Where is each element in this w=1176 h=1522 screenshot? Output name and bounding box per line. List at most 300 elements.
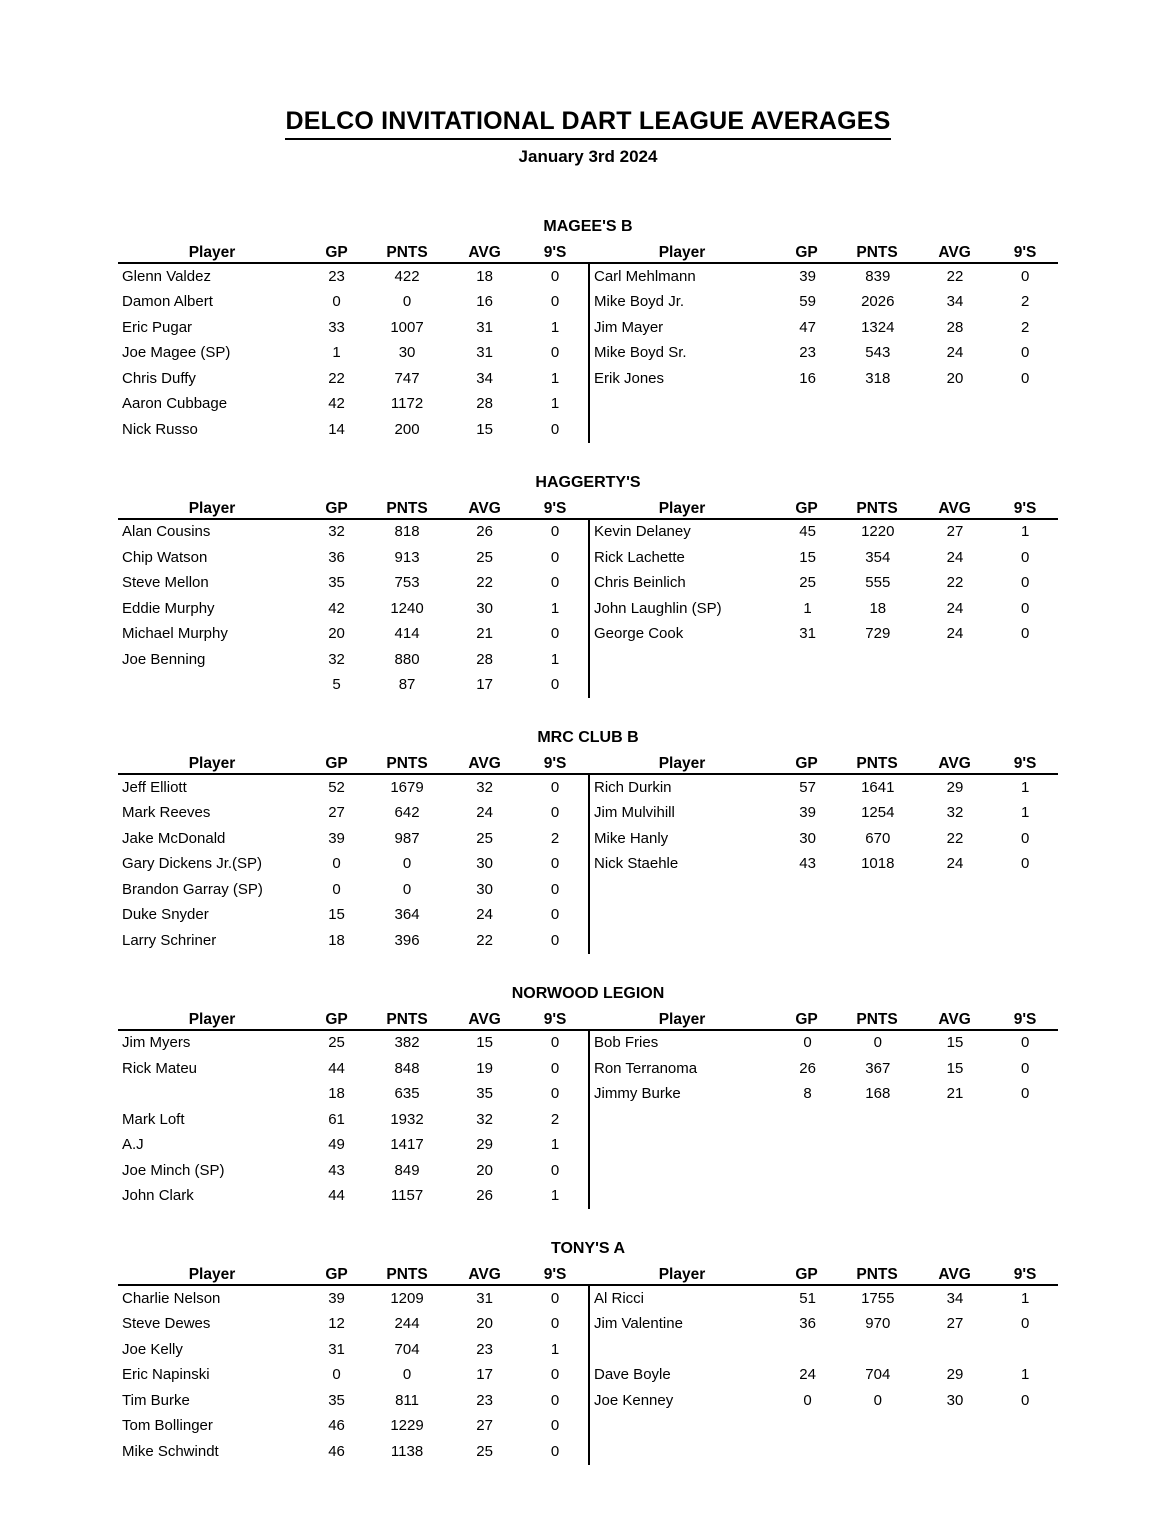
pnts-cell: 1007 [390, 318, 424, 336]
pnts-cell: 635 [394, 1085, 420, 1103]
column-header-nines: 9'S [543, 499, 567, 517]
table-header-half [588, 754, 1058, 773]
column-header-avg: AVG [938, 755, 971, 772]
page-title-text: DELCO INVITATIONAL DART LEAGUE AVERAGES [285, 106, 890, 140]
player-row [118, 647, 588, 673]
nines-cell: 2 [550, 829, 560, 847]
player-row [590, 1337, 1058, 1363]
column-header-avg: AVG [468, 244, 501, 261]
player-row [118, 1337, 588, 1363]
pnts-cell: 1220 [861, 523, 895, 541]
player-row [118, 264, 588, 290]
avg-cell: 24 [946, 548, 964, 566]
pnts-cell: 318 [865, 369, 891, 387]
gp-cell: 15 [328, 906, 345, 924]
avg-cell: 16 [476, 293, 493, 311]
player-name-cell: Jimmy Burke [594, 1085, 681, 1103]
player-row [118, 341, 588, 367]
player-name-cell: Rich Durkin [594, 778, 672, 796]
avg-cell: 24 [476, 906, 493, 924]
avg-cell: 34 [476, 369, 493, 387]
column-header-pnts: PNTS [856, 755, 898, 772]
player-name-cell: Joe Benning [122, 650, 206, 668]
pnts-cell: 1324 [861, 318, 895, 336]
player-name-cell: Steve Dewes [122, 1315, 211, 1333]
section-norwood-legion [118, 984, 1058, 1210]
pnts-cell: 839 [865, 267, 891, 285]
gp-cell: 31 [799, 625, 816, 643]
nines-cell: 1 [550, 1340, 560, 1358]
column-header-player: Player [658, 1010, 706, 1028]
column-header-player: Player [658, 499, 706, 517]
player-row [590, 801, 1058, 827]
nines-cell: 0 [550, 676, 560, 694]
gp-cell: 42 [328, 599, 345, 617]
section-title: TONY'S A [550, 1240, 626, 1257]
nines-cell: 0 [550, 625, 560, 643]
player-name-cell: Gary Dickens Jr.(SP) [122, 855, 263, 873]
player-name-cell: Joe Minch (SP) [122, 1161, 225, 1179]
column-header-gp: GP [795, 244, 818, 261]
pnts-cell: 1209 [390, 1289, 424, 1307]
table-header-row [118, 754, 1058, 775]
avg-cell: 28 [946, 318, 964, 336]
nines-cell: 0 [1021, 1085, 1030, 1103]
nines-cell: 1 [1021, 1289, 1030, 1307]
avg-cell: 22 [476, 574, 493, 592]
nines-cell: 0 [550, 1391, 560, 1409]
sections-container [118, 217, 1058, 1465]
gp-cell: 20 [328, 625, 345, 643]
player-row [118, 1439, 588, 1465]
gp-cell: 39 [328, 829, 345, 847]
player-row [590, 341, 1058, 367]
player-row [590, 622, 1058, 648]
player-name-cell: Aaron Cubbage [122, 395, 228, 413]
player-row [118, 928, 588, 954]
player-row [118, 520, 588, 546]
gp-cell: 52 [328, 778, 345, 796]
player-name-cell: Jim Mayer [594, 318, 664, 336]
avg-cell: 22 [476, 931, 493, 949]
player-name-cell: Jim Valentine [594, 1315, 683, 1333]
avg-cell: 34 [946, 1289, 964, 1307]
gp-cell: 39 [799, 804, 816, 822]
pnts-cell: 0 [873, 1034, 882, 1052]
nines-cell: 2 [550, 1110, 560, 1128]
avg-cell: 31 [476, 318, 493, 336]
player-row [590, 1082, 1058, 1108]
column-header-gp: GP [795, 755, 818, 772]
player-row [590, 1031, 1058, 1057]
pnts-cell: 1172 [390, 395, 424, 413]
table-body [118, 1286, 1058, 1465]
right-table-half [588, 1031, 1058, 1210]
player-name-cell: Mike Schwindt [122, 1442, 219, 1460]
pnts-cell: 0 [402, 880, 412, 898]
nines-cell: 0 [550, 548, 560, 566]
nines-cell: 0 [550, 931, 560, 949]
nines-cell: 2 [1021, 293, 1030, 311]
column-header-gp: GP [325, 499, 348, 517]
pnts-cell: 747 [394, 369, 420, 387]
column-header-avg: AVG [938, 244, 971, 261]
right-table-half [588, 775, 1058, 954]
gp-cell: 39 [328, 1289, 345, 1307]
nines-cell: 0 [1021, 599, 1030, 617]
column-header-pnts: PNTS [386, 1010, 428, 1028]
gp-cell: 59 [799, 293, 816, 311]
column-header-avg: AVG [938, 1266, 971, 1283]
gp-cell: 5 [332, 676, 341, 694]
player-row [118, 1414, 588, 1440]
column-header-pnts: PNTS [856, 499, 898, 517]
table-header-row [118, 1265, 1058, 1286]
section-title: NORWOOD LEGION [511, 984, 665, 1002]
section-magee-s-b [118, 217, 1058, 443]
pnts-cell: 0 [402, 855, 412, 873]
section-tony-s-a [118, 1239, 1058, 1465]
left-table-half [118, 264, 588, 443]
avg-cell: 27 [476, 1417, 493, 1435]
avg-cell: 29 [946, 778, 964, 796]
table-body [118, 1031, 1058, 1210]
section-mrc-club-b [118, 728, 1058, 954]
pnts-cell: 1755 [861, 1289, 895, 1307]
column-header-player: Player [658, 244, 706, 261]
player-name-cell: George Cook [594, 625, 684, 643]
pnts-cell: 1679 [390, 778, 424, 796]
player-row [590, 1388, 1058, 1414]
column-header-player: Player [658, 755, 706, 772]
avg-cell: 30 [476, 599, 493, 617]
nines-cell: 0 [550, 1442, 560, 1460]
avg-cell: 30 [476, 880, 493, 898]
column-header-nines: 9'S [543, 755, 567, 772]
avg-cell: 26 [476, 1187, 493, 1205]
table-header-row [118, 1010, 1058, 1031]
pnts-cell: 913 [394, 548, 420, 566]
gp-cell: 16 [799, 369, 816, 387]
avg-cell: 22 [946, 267, 964, 285]
column-header-player: Player [188, 755, 236, 772]
column-header-avg: AVG [468, 499, 501, 517]
player-row [118, 622, 588, 648]
gp-cell: 47 [799, 318, 816, 336]
gp-cell: 42 [328, 395, 345, 413]
pnts-cell: 1417 [390, 1136, 424, 1154]
left-table-half [118, 520, 588, 699]
column-header-pnts: PNTS [856, 1266, 898, 1283]
player-row [118, 852, 588, 878]
avg-cell: 32 [476, 778, 493, 796]
pnts-cell: 87 [398, 676, 416, 694]
gp-cell: 36 [328, 548, 345, 566]
player-name-cell: Al Ricci [594, 1289, 645, 1307]
avg-cell: 27 [946, 523, 964, 541]
table-header-half [588, 1010, 1058, 1029]
player-name-cell: Michael Murphy [122, 625, 228, 643]
pnts-cell: 811 [395, 1391, 419, 1409]
pnts-cell: 244 [394, 1315, 420, 1333]
player-row [118, 1082, 588, 1108]
nines-cell: 0 [550, 1366, 560, 1384]
player-name-cell: Mike Boyd Jr. [594, 293, 685, 311]
column-header-gp: GP [325, 244, 348, 261]
column-header-pnts: PNTS [856, 244, 898, 261]
pnts-cell: 1138 [390, 1442, 424, 1460]
page-title [118, 106, 1058, 140]
nines-cell: 0 [1021, 1315, 1030, 1333]
gp-cell: 0 [803, 1391, 812, 1409]
gp-cell: 23 [799, 344, 816, 362]
player-row [118, 545, 588, 571]
nines-cell: 2 [1021, 318, 1030, 336]
nines-cell: 1 [550, 318, 560, 336]
avg-cell: 15 [946, 1034, 964, 1052]
player-row [590, 520, 1058, 546]
avg-cell: 29 [946, 1366, 964, 1384]
column-header-nines: 9'S [543, 1266, 567, 1283]
pnts-cell: 818 [394, 523, 420, 541]
gp-cell: 0 [332, 855, 341, 873]
gp-cell: 18 [328, 1085, 345, 1103]
pnts-cell: 2026 [861, 293, 895, 311]
table-header-row [118, 243, 1058, 264]
player-row [118, 1363, 588, 1389]
avg-cell: 34 [946, 293, 964, 311]
gp-cell: 35 [328, 1391, 345, 1409]
player-row [590, 775, 1058, 801]
nines-cell: 1 [550, 1136, 560, 1154]
player-row [590, 1312, 1058, 1338]
pnts-cell: 555 [865, 574, 891, 592]
player-row [590, 366, 1058, 392]
avg-cell: 21 [946, 1085, 964, 1103]
column-header-nines: 9'S [1013, 755, 1037, 772]
column-header-avg: AVG [938, 1010, 971, 1028]
player-name-cell: Alan Cousins [122, 523, 211, 541]
avg-cell: 17 [476, 1366, 493, 1384]
nines-cell: 0 [550, 1315, 560, 1333]
avg-cell: 20 [946, 369, 964, 387]
column-header-nines: 9'S [543, 1010, 567, 1028]
player-name-cell: Mark Reeves [122, 804, 211, 822]
player-name-cell: Chip Watson [122, 548, 208, 566]
column-header-player: Player [188, 244, 236, 261]
gp-cell: 14 [328, 420, 345, 438]
player-name-cell: Jeff Elliott [122, 778, 187, 796]
pnts-cell: 18 [869, 599, 887, 617]
pnts-cell: 543 [865, 344, 891, 362]
pnts-cell: 414 [394, 625, 420, 643]
column-header-nines: 9'S [1013, 1266, 1037, 1283]
right-table-half [588, 520, 1058, 699]
player-row [118, 801, 588, 827]
player-row [590, 826, 1058, 852]
gp-cell: 61 [328, 1110, 345, 1128]
player-row [118, 290, 588, 316]
column-header-player: Player [188, 1010, 236, 1028]
player-name-cell: Bob Fries [594, 1034, 659, 1052]
column-header-nines: 9'S [1013, 499, 1037, 517]
player-name-cell: Tim Burke [122, 1391, 190, 1409]
avg-cell: 15 [946, 1059, 964, 1077]
pnts-cell: 1641 [861, 778, 895, 796]
player-name-cell: Joe Kenney [594, 1391, 674, 1409]
column-header-gp: GP [325, 1266, 348, 1283]
column-header-gp: GP [795, 1266, 818, 1283]
column-header-avg: AVG [938, 499, 971, 517]
column-header-nines: 9'S [543, 244, 567, 261]
player-row [118, 1158, 588, 1184]
nines-cell: 0 [550, 804, 560, 822]
column-header-nines: 9'S [1013, 244, 1037, 261]
table-header-row [118, 499, 1058, 520]
column-header-avg: AVG [468, 1010, 501, 1028]
gp-cell: 30 [799, 829, 816, 847]
gp-cell: 35 [328, 574, 345, 592]
pnts-cell: 396 [394, 931, 420, 949]
avg-cell: 17 [476, 676, 493, 694]
left-table-half [118, 775, 588, 954]
column-header-player: Player [188, 1266, 236, 1283]
avg-cell: 31 [476, 344, 493, 362]
gp-cell: 57 [799, 778, 816, 796]
player-row [118, 877, 588, 903]
table-body [118, 264, 1058, 443]
gp-cell: 49 [328, 1136, 345, 1154]
player-name-cell: Kevin Delaney [594, 523, 691, 541]
avg-cell: 18 [476, 267, 493, 285]
gp-cell: 0 [332, 293, 341, 311]
nines-cell: 0 [1021, 855, 1030, 873]
player-name-cell: Brandon Garray (SP) [122, 880, 263, 898]
player-name-cell: Joe Kelly [122, 1340, 183, 1358]
nines-cell: 0 [550, 1289, 560, 1307]
nines-cell: 1 [1021, 778, 1030, 796]
table-header-half [588, 1265, 1058, 1284]
player-row [118, 1133, 588, 1159]
page-date: January 3rd 2024 [518, 147, 658, 166]
avg-cell: 29 [476, 1136, 493, 1154]
player-name-cell: Chris Duffy [122, 369, 196, 387]
player-row [590, 290, 1058, 316]
pnts-cell: 367 [865, 1059, 891, 1077]
nines-cell: 0 [550, 574, 560, 592]
column-header-gp: GP [795, 1010, 818, 1028]
player-row [590, 571, 1058, 597]
player-row [118, 1184, 588, 1210]
player-name-cell: Eric Napinski [122, 1366, 210, 1384]
player-name-cell: Chris Beinlich [594, 574, 686, 592]
nines-cell: 0 [550, 906, 560, 924]
nines-cell: 0 [1021, 829, 1030, 847]
nines-cell: 1 [550, 599, 560, 617]
pnts-cell: 1157 [390, 1187, 424, 1205]
avg-cell: 24 [946, 599, 964, 617]
player-name-cell: Jim Myers [122, 1034, 191, 1052]
column-header-pnts: PNTS [386, 755, 428, 772]
pnts-cell: 987 [394, 829, 420, 847]
player-name-cell: Dave Boyle [594, 1366, 671, 1384]
pnts-cell: 1240 [390, 599, 424, 617]
player-name-cell: Mike Hanly [594, 829, 669, 847]
avg-cell: 35 [476, 1085, 493, 1103]
player-row [590, 1363, 1058, 1389]
avg-cell: 30 [946, 1391, 964, 1409]
nines-cell: 0 [1021, 1034, 1030, 1052]
gp-cell: 31 [328, 1340, 345, 1358]
table-header-half [588, 499, 1058, 518]
left-table-half [118, 1031, 588, 1210]
player-name-cell: Mike Boyd Sr. [594, 344, 687, 362]
gp-cell: 24 [799, 1366, 816, 1384]
player-row [118, 596, 588, 622]
gp-cell: 39 [799, 267, 816, 285]
nines-cell: 0 [550, 1417, 560, 1435]
column-header-pnts: PNTS [386, 244, 428, 261]
pnts-cell: 642 [394, 804, 420, 822]
gp-cell: 8 [803, 1085, 812, 1103]
pnts-cell: 0 [873, 1391, 882, 1409]
column-header-gp: GP [795, 499, 818, 517]
pnts-cell: 0 [402, 293, 412, 311]
player-row [118, 417, 588, 443]
nines-cell: 1 [550, 369, 560, 387]
avg-cell: 32 [946, 804, 964, 822]
avg-cell: 15 [476, 420, 493, 438]
player-row [118, 673, 588, 699]
nines-cell: 0 [550, 880, 560, 898]
player-row [118, 1107, 588, 1133]
nines-cell: 0 [550, 344, 560, 362]
gp-cell: 32 [328, 650, 345, 668]
nines-cell: 0 [550, 293, 560, 311]
player-name-cell: Erik Jones [594, 369, 665, 387]
player-name-cell: Larry Schriner [122, 931, 217, 949]
gp-cell: 25 [328, 1034, 345, 1052]
gp-cell: 1 [803, 599, 812, 617]
player-name-cell: Carl Mehlmann [594, 267, 696, 285]
column-header-pnts: PNTS [386, 1266, 428, 1283]
nines-cell: 1 [1021, 1366, 1030, 1384]
player-row [118, 775, 588, 801]
gp-cell: 25 [799, 574, 816, 592]
player-name-cell: Ron Terranoma [594, 1059, 698, 1077]
gp-cell: 18 [328, 931, 345, 949]
nines-cell: 0 [1021, 267, 1030, 285]
avg-cell: 28 [476, 650, 493, 668]
nines-cell: 1 [1021, 804, 1030, 822]
gp-cell: 12 [328, 1315, 345, 1333]
avg-cell: 24 [946, 344, 964, 362]
player-row [118, 366, 588, 392]
gp-cell: 0 [803, 1034, 812, 1052]
player-row [118, 826, 588, 852]
player-row [118, 315, 588, 341]
player-row [590, 852, 1058, 878]
pnts-cell: 729 [865, 625, 891, 643]
gp-cell: 23 [328, 267, 345, 285]
avg-cell: 15 [476, 1034, 493, 1052]
pnts-cell: 200 [394, 420, 420, 438]
gp-cell: 51 [799, 1289, 816, 1307]
avg-cell: 26 [476, 523, 493, 541]
pnts-cell: 168 [865, 1085, 891, 1103]
player-row [590, 545, 1058, 571]
gp-cell: 32 [328, 523, 345, 541]
